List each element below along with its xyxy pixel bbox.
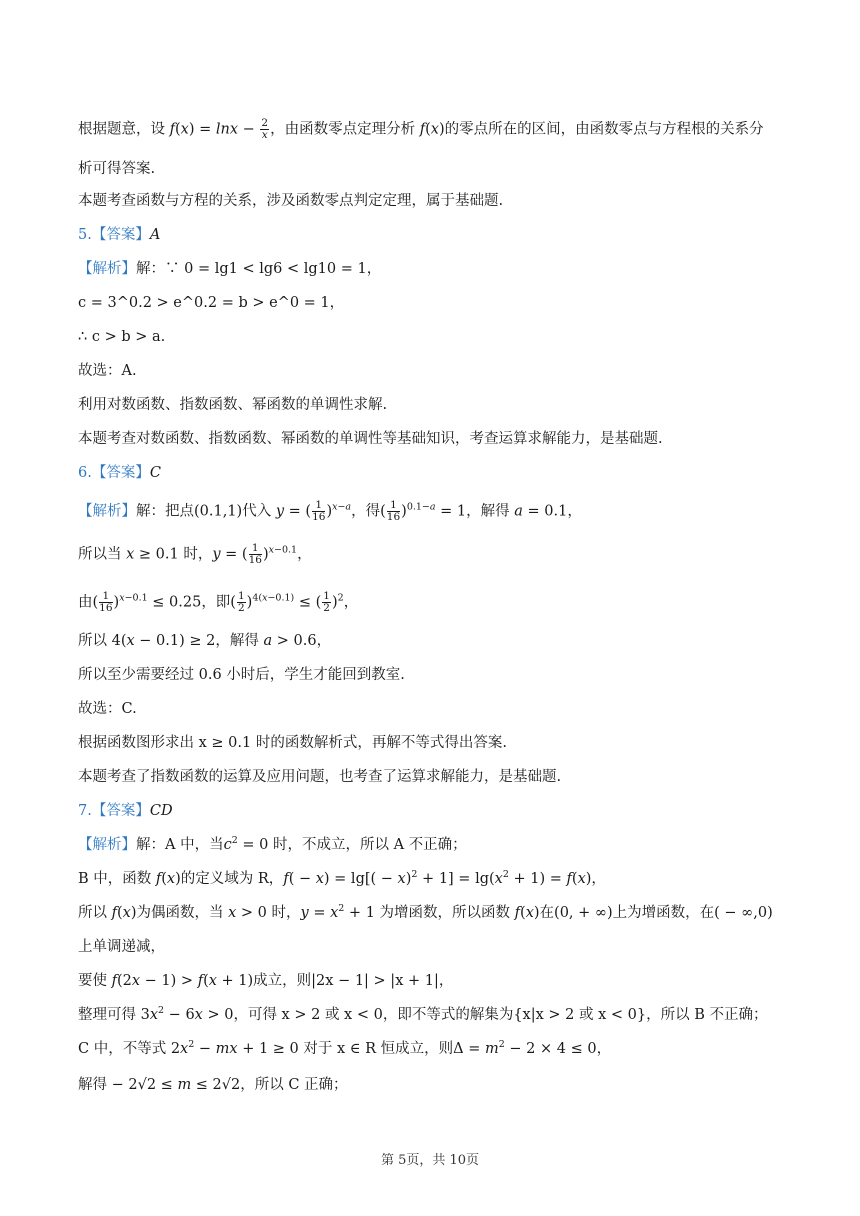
formula-fx: f — [169, 121, 175, 138]
text: 时， — [178, 546, 213, 563]
text: 解：∵ 0 = lg1 < lg6 < lg10 = 1， — [136, 261, 382, 277]
q6-line5: 所以至少需要经过 0.6 小时后，学生才能回到教室. — [78, 667, 405, 683]
text: 解：A 中，当 — [136, 837, 224, 853]
answer-value: A — [149, 227, 161, 243]
q7-line5: 要使 f(2x − 1) > f(x + 1)成立，则|2x − 1| > |x + 1|， — [78, 973, 454, 989]
q6-line7: 根据函数图形求出 x ≥ 0.1 时的函数解析式，再解不等式得出答案. — [78, 735, 507, 751]
q5-line4: 故选：A. — [78, 363, 137, 379]
text: 根据题意，设 — [78, 121, 170, 138]
text: ，即( — [201, 594, 236, 611]
text: B 中，函数 — [78, 871, 156, 887]
text: 在(0, + ∞)上为增函数，在( − ∞,0) — [539, 905, 773, 921]
q5-line2: c = 3^0.2 > e^0.2 = b > e^0 = 1， — [78, 295, 345, 311]
text: ，得( — [351, 503, 386, 520]
q7-line4: 上单调递减， — [78, 939, 165, 955]
text: 成立，则|2x − 1| > |x + 1|， — [253, 973, 454, 989]
fraction-1-2: $\frac{1}{2}$ — [323, 590, 330, 614]
analysis-tag: 【解析】 — [78, 503, 136, 520]
fraction-1-16: $\frac{1}{16}$ — [99, 590, 113, 614]
page-footer: 第 5页，共 10页 — [380, 1153, 480, 1168]
q7-line7: C 中，不等式 $2x^2$ − mx + 1 ≥ 0 对于 x ∈ R 恒成立，则$\Delta = m^2 - 2 \times 4 \le 0$， — [78, 1039, 612, 1057]
q6-line3: 由( $\frac{1}{16}$ )$^{x-0.1}$ ≤ 0.25，即( $\frac{1}{2}$ )$^{4(x-0.1)}$ ≤ ( $\frac{1}{2}$ )$^2$， — [78, 590, 359, 614]
answer-label: 6.【答案】 — [78, 465, 150, 481]
text: ，可得 x > 2 或 x < 0，即不等式的解集为{x|x > 2 或 x < 0}，所以 B 不正确； — [233, 1007, 768, 1023]
text: C 中，不等式 — [78, 1041, 171, 1057]
text: 所以 — [78, 633, 112, 649]
text: ，解得 — [215, 633, 264, 649]
q7-line1: 【解析】解：A 中，当$c^2 = 0$ 时，不成立，所以 A 不正确； — [78, 835, 467, 853]
text: 为偶函数，当 — [136, 905, 229, 921]
q7-line6: 整理可得 $3x^2 - 6x > 0$，可得 x > 2 或 x < 0，即不等式的解集为{x|x > 2 或 x < 0}，所以 B 不正确； — [78, 1005, 768, 1023]
text: 时，不成立，所以 A 不正确； — [268, 837, 467, 853]
q7-answer-heading — [78, 800, 820, 822]
text: 解得 — [78, 1077, 112, 1093]
fraction-1-16: $\frac{1}{16}$ — [248, 542, 262, 566]
text: 所以当 — [78, 546, 127, 563]
p4-line1: 根据题意，设 f(x) = lnx − $\frac{2}{x}$ ，由函数零点定理分析 f(x)的零点所在的区间，由函数零点与方程根的关系分 — [78, 117, 764, 141]
text: 所以 — [78, 905, 112, 921]
answer-label: 7.【答案】 — [78, 803, 150, 819]
text: 要使 — [78, 973, 112, 989]
q7-line3: 所以 f(x)为偶函数，当 x > 0 时，$y = x^2 + 1$ 为增函数，所以函数 f(x)在(0, + ∞)上为增函数，在( − ∞,0) — [78, 903, 773, 921]
fraction-1-16: $\frac{1}{16}$ — [386, 499, 401, 523]
text: 为增函数，所以函数 — [374, 905, 515, 921]
analysis-tag: 【解析】 — [78, 261, 136, 277]
q6-line4: 所以 4(x − 0.1) ≥ 2，解得 a > 0.6， — [78, 633, 332, 649]
q6-line8: 本题考查了指数函数的运算及应用问题，也考查了运算求解能力，是基础题. — [78, 769, 562, 785]
text: 的零点所在的区间，由函数零点与方程根的关系分 — [444, 121, 764, 138]
text: 的定义域为 R， — [180, 871, 284, 887]
text: 整理可得 — [78, 1007, 141, 1023]
text: ，解得 — [466, 503, 515, 520]
p4-line2: 析可得答案. — [78, 161, 156, 177]
q6-line1: 【解析】解：把点(0.1,1)代入 y = ( $\frac{1}{16}$ )$^{x-a}$，得( $\frac{1}{16}$ )$^{0.1-a}$ = 1，解得 a = 0.1， — [78, 499, 582, 523]
q6-line6: 故选：C. — [78, 701, 137, 717]
text: ，所以 C 正确； — [240, 1077, 348, 1093]
text: 对于 x ∈ R 恒成立，则Δ = — [298, 1041, 485, 1057]
q5-line5: 利用对数函数、指数函数、幂函数的单调性求解. — [78, 397, 388, 413]
q7-line2: B 中，函数 f(x)的定义域为 R，$f( - x) = \lg[( - x)^2 + 1] = \lg(x^2 + 1) = f(x)$， — [78, 869, 606, 887]
fraction-1-2: $\frac{1}{2}$ — [237, 590, 245, 614]
answer-value: C — [149, 465, 161, 481]
text: 解：把点(0.1,1)代入 — [136, 503, 276, 520]
text: 时， — [266, 905, 301, 921]
q6-line2: 所以当 x ≥ 0.1 时，y = ( $\frac{1}{16}$ )$^{x-0.1}$， — [78, 542, 312, 566]
q5-line6: 本题考查对数函数、指数函数、幂函数的单调性等基础知识，考查运算求解能力，是基础题. — [78, 431, 663, 447]
q5-line1 — [78, 258, 820, 280]
q5-line3: ∴ c > b > a. — [78, 329, 166, 345]
fraction-2-over-x: $\frac{2}{x}$ — [261, 117, 269, 141]
analysis-tag: 【解析】 — [78, 837, 136, 853]
text: 由( — [78, 594, 99, 611]
answer-value: CD — [149, 803, 173, 819]
p4-line3: 本题考查函数与方程的关系，涉及函数零点判定定理，属于基础题. — [78, 193, 504, 209]
q7-line8: 解得 − 2√2 ≤ m ≤ 2√2，所以 C 正确； — [78, 1077, 348, 1093]
q6-answer-heading — [78, 462, 820, 484]
q5-answer-heading — [78, 224, 820, 246]
text: ，由函数零点定理分析 — [270, 121, 420, 138]
answer-label: 5.【答案】 — [78, 227, 150, 243]
fraction-1-16: $\frac{1}{16}$ — [312, 499, 326, 523]
